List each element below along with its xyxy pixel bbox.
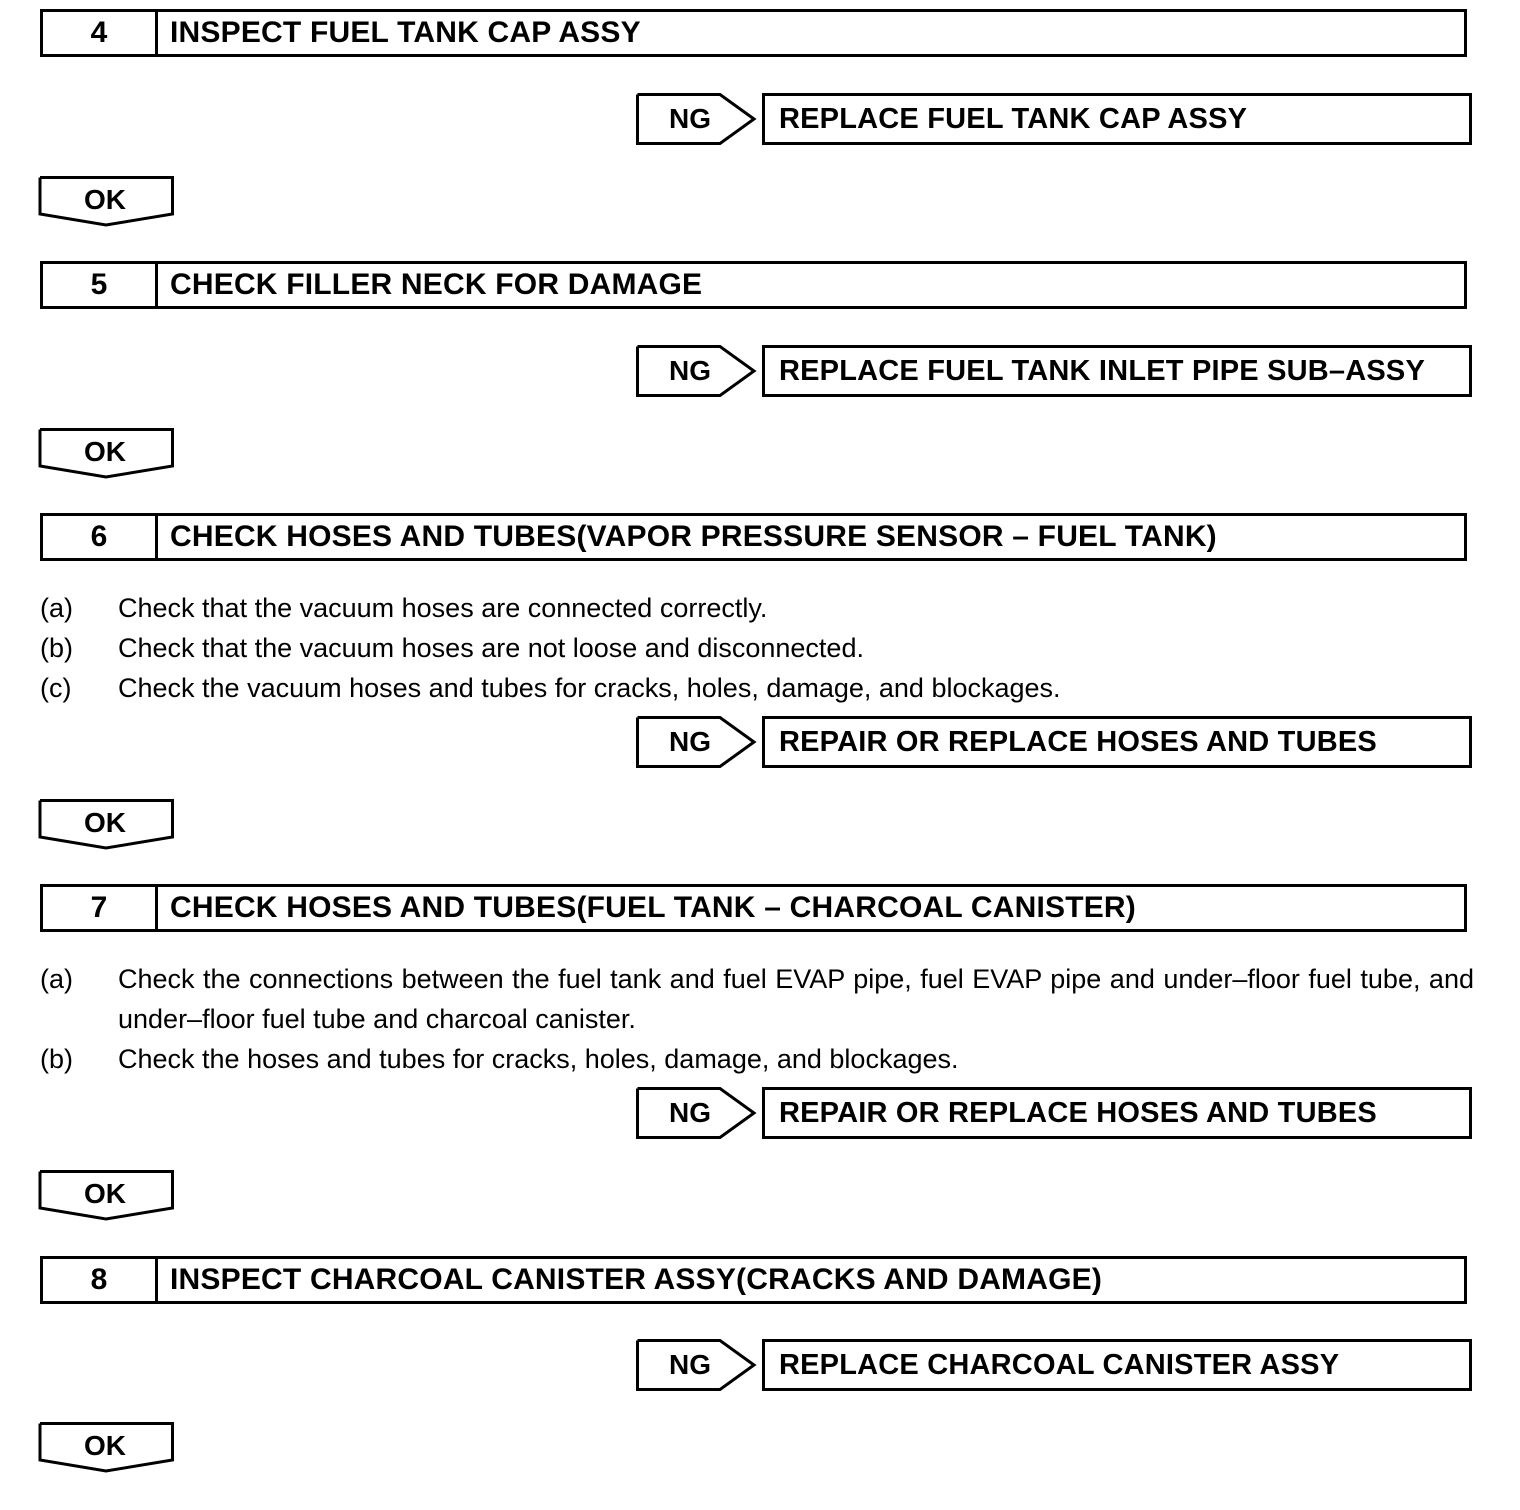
step-number: 6 <box>43 516 158 558</box>
substep-text: Check the vacuum hoses and tubes for cracks, holes, damage, and blockages. <box>118 673 1061 703</box>
ng-label: NG <box>669 1097 711 1128</box>
ng-action: REPLACE FUEL TANK CAP ASSY <box>762 93 1472 145</box>
step-number: 5 <box>43 264 158 306</box>
ok-label: OK <box>84 436 126 467</box>
ng-label: NG <box>669 355 711 386</box>
step-5-header <box>40 261 1467 309</box>
ng-label: NG <box>669 726 711 757</box>
ng-label: NG <box>669 103 711 134</box>
step-title: CHECK FILLER NECK FOR DAMAGE <box>170 268 703 301</box>
substep-letter: (b) <box>40 1044 73 1074</box>
step-6-header <box>40 513 1467 561</box>
step-title: INSPECT FUEL TANK CAP ASSY <box>170 16 641 49</box>
substep-text: Check that the vacuum hoses are not loose and disconnected. <box>118 633 864 663</box>
step-title: CHECK HOSES AND TUBES(VAPOR PRESSURE SENSOR – FUEL TANK) <box>170 520 1217 553</box>
step-number: 4 <box>43 12 158 54</box>
ng-action: REPLACE FUEL TANK INLET PIPE SUB–ASSY <box>762 345 1472 397</box>
substep-text: Check that the vacuum hoses are connected correctly. <box>118 593 768 623</box>
substep-text: Check the hoses and tubes for cracks, holes, damage, and blockages. <box>118 1044 959 1074</box>
substep-text: Check the connections between the fuel tank and fuel EVAP pipe, fuel EVAP pipe and under–floor fuel tube, and under–floor fuel tube and charcoal canister. <box>118 964 1474 1034</box>
step-8-ok-marker <box>38 1422 178 1474</box>
substep-letter: (a) <box>40 964 73 994</box>
substep-letter: (a) <box>40 593 73 623</box>
ng-label: NG <box>669 1349 711 1380</box>
substep-letter: (b) <box>40 633 73 663</box>
step-4-header <box>40 9 1467 57</box>
ok-label: OK <box>84 807 126 838</box>
ok-label: OK <box>84 1178 126 1209</box>
ng-action: REPAIR OR REPLACE HOSES AND TUBES <box>762 1087 1472 1139</box>
ng-action: REPLACE CHARCOAL CANISTER ASSY <box>762 1339 1472 1391</box>
step-8-header <box>40 1256 1467 1304</box>
ok-label: OK <box>84 184 126 215</box>
step-7-header <box>40 884 1467 932</box>
ok-label: OK <box>84 1430 126 1461</box>
step-title: CHECK HOSES AND TUBES(FUEL TANK – CHARCOAL CANISTER) <box>170 891 1136 924</box>
step-5-ok-marker <box>38 428 178 480</box>
step-title: INSPECT CHARCOAL CANISTER ASSY(CRACKS AND DAMAGE) <box>170 1263 1103 1296</box>
step-4-ok-marker <box>38 176 178 228</box>
ng-action: REPAIR OR REPLACE HOSES AND TUBES <box>762 716 1472 768</box>
substep-letter: (c) <box>40 673 72 703</box>
step-number: 7 <box>43 887 158 929</box>
step-6-ok-marker <box>38 799 178 851</box>
step-number: 8 <box>43 1259 158 1301</box>
step-7-ok-marker <box>38 1170 178 1222</box>
